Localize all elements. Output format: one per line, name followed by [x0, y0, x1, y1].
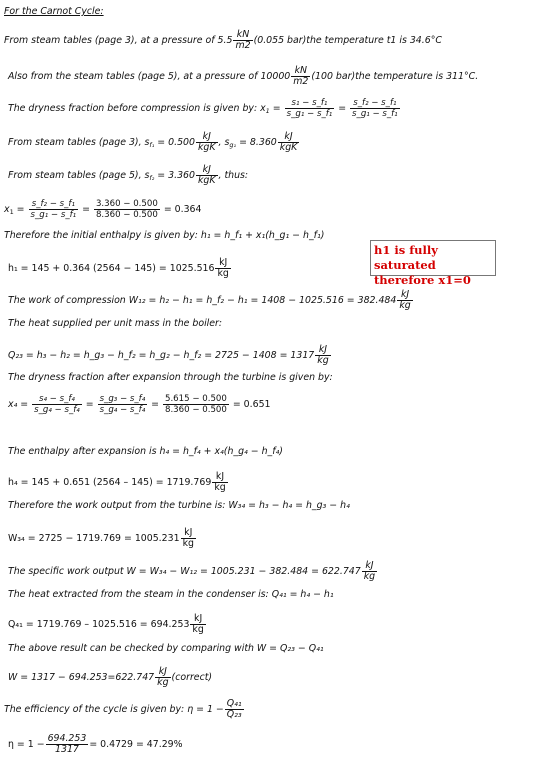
fraction: $\frac{694.253}{1317}$ — [47, 733, 87, 755]
line-q23: Q₂₃ = h₃ − h₂ = h_g₃ − h_f₂ = h_g₂ − h_f₂ = 2725 − 1408 = 1317 $\frac{kJ}{kg}$ — [8, 344, 329, 366]
unit-fraction: $\frac{kN}{m2}$ — [293, 65, 309, 87]
annotation-note — [370, 240, 496, 287]
line-specific-work: The specific work output W = W₃₄ − W₁₂ = 1005.231 − 382.484 = 622.747 $\frac{kJ}{kg}$ — [8, 560, 376, 582]
unit-fraction: $\frac{kJ}{kg}$ — [182, 527, 194, 549]
fraction: $\frac{3.360 - 0.500}{8.360 - 0.500}$ — [95, 199, 158, 220]
line-w-check-value: W = 1317 − 694.253=622.747 $\frac{kJ}{kg}$ (correct) — [8, 666, 213, 688]
fraction: $\frac{\text{Q₄₁}}{\text{Q₂₃}}$ — [226, 698, 242, 720]
unit-fraction: $\frac{kN}{m2}$ — [235, 29, 251, 51]
line-check: The above result can be checked by comparing with W = Q₂₃ − Q₄₁ — [8, 643, 324, 654]
line-initial-enthalpy: Therefore the initial enthalpy is given by: h₁ = h_f₁ + x₁(h_g₁ − h_f₁) — [4, 230, 325, 241]
line-enthalpy-after: The enthalpy after expansion is h₄ = h_f₄ + x₄(h_g₄ − h_f₄) — [8, 446, 283, 457]
line-x1-value: $x_1$ = $\frac{\text{s\_f₂ − s\_f₁}}{\text{s\_g₁ − s\_f₁}}$ = $\frac{3.360 - 0.500}{8.360 - 0.500}$ = 0.364 — [4, 199, 202, 220]
text: The dryness fraction before compression is given by: x — [8, 103, 266, 114]
fraction: $\frac{5.615 - 0.500}{8.360 - 0.500}$ — [164, 394, 227, 415]
line-efficiency: The efficiency of the cycle is given by: η = 1 − $\frac{\text{Q₄₁}}{\text{Q₂₃}}$ — [4, 698, 242, 720]
fraction: $\frac{\text{s₁ − s\_f₁}}{\text{s\_g₁ − s\_f₁}}$ — [286, 98, 333, 119]
text: From steam tables (page 3), at a pressure of 5.5 — [4, 35, 233, 46]
line-entropy-values: From steam tables (page 3), $s_{f_1} = 0.500$ $\frac{kJ}{\text{kgK}}$ , $s_{g_1} = 8.360$ $\frac{kJ}{\text{kgK}}$ — [8, 131, 298, 153]
line-steam-tables-p3 — [4, 30, 442, 51]
heading: For the Carnot Cycle: — [4, 6, 104, 17]
text: (0.055 bar)the temperature t1 is 34.6°C — [253, 35, 442, 46]
line-h1-value: h₁ = 145 + 0.364 (2564 − 145) = 1025.516 $\frac{kJ}{kg}$ — [8, 257, 229, 279]
line-efficiency-value: η = 1 − $\frac{694.253}{1317}$ = 0.4729 = 47.29% — [8, 733, 183, 755]
unit-fraction: $\frac{kJ}{kg}$ — [217, 257, 229, 279]
line-h4-value: h₄ = 145 + 0.651 (2564 – 145) = 1719.769 $\frac{kJ}{kg}$ — [8, 471, 226, 493]
unit-fraction: $\frac{kJ}{\text{kgK}}$ — [197, 131, 216, 153]
line-heat-extracted: The heat extracted from the steam in the condenser is: Q₄₁ = h₄ − h₁ — [8, 589, 334, 600]
unit-fraction: $\frac{kJ}{kg}$ — [317, 344, 329, 366]
unit-fraction: $\frac{kJ}{kg}$ — [157, 666, 169, 688]
line-sf2: From steam tables (page 5), $s_{f_2} = 3.360$ $\frac{kJ}{\text{kgK}}$ , thus: — [8, 164, 249, 186]
note-line: therefore x1=0 — [374, 273, 471, 287]
fraction: $\frac{\text{s\_g₃ − s\_f₄}}{\text{s\_g₄ − s\_f₄}}$ — [99, 394, 146, 415]
unit-fraction: $\frac{kJ}{\text{kgK}}$ — [197, 164, 216, 186]
text: (100 bar)the temperature is 311°C. — [311, 71, 479, 82]
fraction: $\frac{\text{s₄ − s\_f₄}}{\text{s\_g₄ − s\_f₄}}$ — [34, 394, 80, 415]
line-steam-tables-p5 — [8, 66, 478, 87]
line-w34-value: W₃₄ = 2725 − 1719.769 = 1005.231 $\frac{kJ}{kg}$ — [8, 527, 194, 549]
line-dryness-before: The dryness fraction before compression is given by: $x_1$ = $\frac{\text{s₁ − s\_f₁}}{\text{s\_g₁ − s\_f₁}}$ = $\frac{\text{s\_f₂ − s\_f₁}}{\text{s\_g₁ − s\_f₁}}$ — [8, 98, 398, 119]
note-line: h1 is fully saturated — [374, 243, 438, 272]
fraction: $\frac{\text{s\_f₂ − s\_f₁}}{\text{s\_g₁ − s\_f₁}}$ — [352, 98, 398, 119]
line-x4: x₄ = $\frac{\text{s₄ − s\_f₄}}{\text{s\_g₄ − s\_f₄}}$ = $\frac{\text{s\_g₃ − s\_f₄}}{\text{s\_g₄ − s\_f₄}}$ = $\frac{5.615 - 0.500}{8.360 - 0.500}$ = 0.651 — [8, 394, 271, 415]
unit-fraction: $\frac{kJ}{kg}$ — [192, 613, 204, 635]
line-work-output-turbine: Therefore the work output from the turbine is: W₃₄ = h₃ − h₄ = h_g₃ − h₄ — [8, 500, 350, 511]
line-dryness-after: The dryness fraction after expansion through the turbine is given by: — [8, 372, 333, 383]
text: Also from the steam tables (page 5), at a pressure of 10000 — [8, 71, 291, 82]
line-heat-supplied: The heat supplied per unit mass in the boiler: — [8, 318, 223, 329]
line-work-compression: The work of compression W₁₂ = h₂ − h₁ = h_f₂ − h₁ = 1408 − 1025.516 = 382.484 $\frac{kJ}{kg}$ — [8, 289, 411, 311]
unit-fraction: $\frac{kJ}{kg}$ — [214, 471, 226, 493]
unit-fraction: $\frac{kJ}{kg}$ — [399, 289, 411, 311]
unit-fraction: $\frac{kJ}{kg}$ — [363, 560, 376, 582]
fraction: $\frac{\text{s\_f₂ − s\_f₁}}{\text{s\_g₁ − s\_f₁}}$ — [30, 199, 77, 220]
unit-fraction: $\frac{kJ}{\text{kgK}}$ — [279, 131, 298, 153]
line-q41-value: Q₄₁ = 1719.769 – 1025.516 = 694.253 $\frac{kJ}{kg}$ — [8, 613, 204, 635]
